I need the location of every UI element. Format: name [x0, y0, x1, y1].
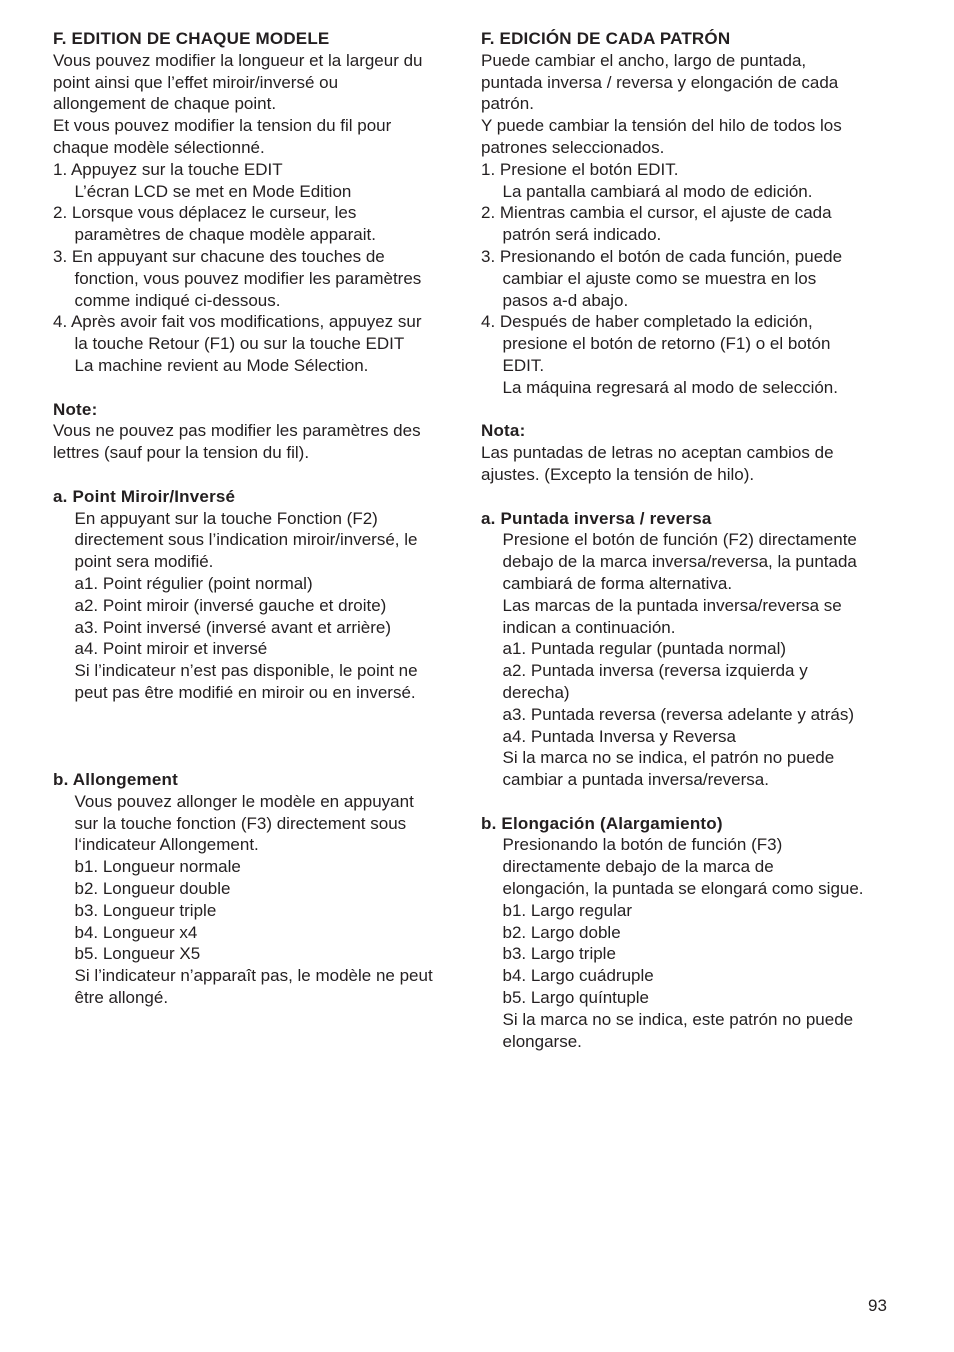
text-line: b2. Largo doble — [502, 922, 621, 942]
text-line: sur la touche fonction (F3) directement sous — [74, 813, 407, 833]
text-line: point sera modifié. — [74, 552, 214, 572]
text-line: b5. Largo quíntuple — [502, 988, 650, 1008]
text-line: allongement de chaque point. — [53, 94, 277, 114]
text-line: a3. Puntada reversa (reversa adelante y atrás) — [502, 704, 855, 724]
text-line: La machine revient au Mode Sélection. — [74, 355, 369, 375]
text-line: Vous ne pouvez pas modifier les paramètres des — [53, 421, 421, 441]
text-line: La pantalla cambiará al modo de edición. — [502, 181, 813, 201]
blank-line — [53, 704, 463, 726]
text-line: Puede cambiar el ancho, largo de puntada, — [481, 50, 807, 70]
text-line: l‘indicateur Allongement. — [74, 835, 259, 855]
text-line: a3. Point inversé (inversé avant et arrière) — [74, 617, 392, 637]
text-line: Las puntadas de letras no aceptan cambios de — [481, 443, 834, 463]
text-line: cambiará de forma alternativa. — [502, 573, 733, 593]
text-line: derecha) — [502, 682, 570, 702]
text-line: fonction, vous pouvez modifier les paramètres — [74, 268, 422, 288]
text-line: 1. Appuyez sur la touche EDIT — [53, 159, 283, 179]
text-line: b4. Largo cuádruple — [502, 966, 654, 986]
text-line: En appuyant sur la touche Fonction (F2) — [74, 508, 378, 528]
blank-line — [53, 726, 463, 748]
text-line: elongarse. — [502, 1031, 582, 1051]
text-line: 2. Mientras cambia el cursor, el ajuste de cada — [481, 203, 832, 223]
text-line: patrón. — [481, 94, 534, 114]
text-line: debajo de la marca inversa/reversa, la puntada — [502, 552, 857, 572]
text-line: 2. Lorsque vous déplacez le curseur, les — [53, 203, 357, 223]
text-line: 4. Después de haber completado la edición, — [481, 312, 813, 332]
section-heading: a. Point Miroir/Inversé — [53, 486, 236, 506]
text-line: b1. Largo regular — [502, 900, 632, 920]
text-line: b3. Longueur triple — [74, 900, 217, 920]
text-line: Si la marca no se indica, el patrón no puede — [502, 748, 835, 768]
section-heading: Note: — [53, 399, 98, 419]
text-line: a4. Point miroir et inversé — [74, 639, 268, 659]
section-heading: F. EDITION DE CHAQUE MODELE — [53, 29, 330, 48]
page-number: 93 — [868, 1296, 887, 1315]
text-line: Vous pouvez allonger le modèle en appuyant — [74, 791, 414, 811]
text-line: patrón será indicado. — [502, 225, 662, 245]
text-line: paramètres de chaque modèle apparait. — [74, 225, 376, 245]
section-heading: Nota: — [481, 421, 526, 441]
text-line: puntada inversa / reversa y elongación de cada — [481, 72, 839, 92]
text-line: lettres (sauf pour la tension du fil). — [53, 443, 310, 463]
section-heading: b. Allongement — [53, 770, 178, 790]
text-line: Et vous pouvez modifier la tension du fil pour — [53, 116, 392, 136]
text-line: Y puede cambiar la tensión del hilo de todos los — [481, 116, 842, 136]
text-line: directement sous l’indication miroir/inversé, le — [74, 530, 418, 550]
blank-line — [481, 791, 896, 813]
text-line: EDIT. — [502, 355, 545, 375]
text-line: a4. Puntada Inversa y Reversa — [502, 726, 736, 746]
text-line: elongación, la puntada se elongará como sigue. — [502, 879, 864, 899]
section-heading: F. EDICIÓN DE CADA PATRÓN — [481, 29, 731, 48]
text-line: Vous pouvez modifier la longueur et la largeur du — [53, 50, 423, 70]
text-line: a2. Puntada inversa (reversa izquierda y — [502, 661, 808, 681]
spanish-column — [481, 28, 896, 1052]
blank-line — [53, 377, 463, 399]
text-line: a2. Point miroir (inversé gauche et droite) — [74, 595, 387, 615]
french-column — [53, 28, 463, 1009]
text-line: 3. Presionando el botón de cada función, puede — [481, 246, 843, 266]
text-line: Presione el botón de función (F2) directamente — [502, 530, 857, 550]
text-line: indican a continuación. — [502, 617, 676, 637]
section-heading: b. Elongación (Alargamiento) — [481, 813, 723, 833]
text-line: Presionando la botón de función (F3) — [502, 835, 783, 855]
text-line: La máquina regresará al modo de selección. — [502, 377, 838, 397]
text-line: b5. Longueur X5 — [74, 944, 201, 964]
text-line: peut pas être modifié en miroir ou en inversé. — [74, 682, 416, 702]
text-line: 1. Presione el botón EDIT. — [481, 159, 679, 179]
text-line: Las marcas de la puntada inversa/reversa se — [502, 595, 842, 615]
text-line: b1. Longueur normale — [74, 857, 241, 877]
text-line: point ainsi que l’effet miroir/inversé ou — [53, 72, 339, 92]
section-heading: a. Puntada inversa / reversa — [481, 508, 712, 528]
text-line: Si l’indicateur n’apparaît pas, le modèle ne peut — [74, 966, 433, 986]
text-line: L’écran LCD se met en Mode Edition — [74, 181, 352, 201]
text-line: b4. Longueur x4 — [74, 922, 198, 942]
text-line: directamente debajo de la marca de — [502, 857, 774, 877]
text-line: comme indiqué ci-dessous. — [74, 290, 281, 310]
text-line: ajustes. (Excepto la tensión de hilo). — [481, 464, 755, 484]
text-line: chaque modèle sélectionné. — [53, 137, 265, 157]
text-line: cambiar a puntada inversa/reversa. — [502, 770, 769, 790]
text-line: a1. Puntada regular (puntada normal) — [502, 639, 787, 659]
blank-line — [481, 399, 896, 421]
text-line: la touche Retour (F1) ou sur la touche EDIT — [74, 334, 405, 354]
text-line: cambiar el ajuste como se muestra en los — [502, 268, 817, 288]
text-line: b3. Largo triple — [502, 944, 616, 964]
text-line: Si la marca no se indica, este patrón no puede — [502, 1009, 854, 1029]
text-line: être allongé. — [74, 988, 169, 1008]
text-line: Si l’indicateur n’est pas disponible, le point ne — [74, 661, 418, 681]
text-line: patrones seleccionados. — [481, 137, 665, 157]
blank-line — [53, 747, 463, 769]
text-line: b2. Longueur double — [74, 879, 231, 899]
text-line: 3. En appuyant sur chacune des touches de — [53, 246, 385, 266]
blank-line — [481, 486, 896, 508]
blank-line — [53, 464, 463, 486]
text-line: a1. Point régulier (point normal) — [74, 573, 313, 593]
text-line: 4. Après avoir fait vos modifications, appuyez sur — [53, 312, 422, 332]
text-line: presione el botón de retorno (F1) o el botón — [502, 334, 831, 354]
text-line: pasos a-d abajo. — [502, 290, 629, 310]
